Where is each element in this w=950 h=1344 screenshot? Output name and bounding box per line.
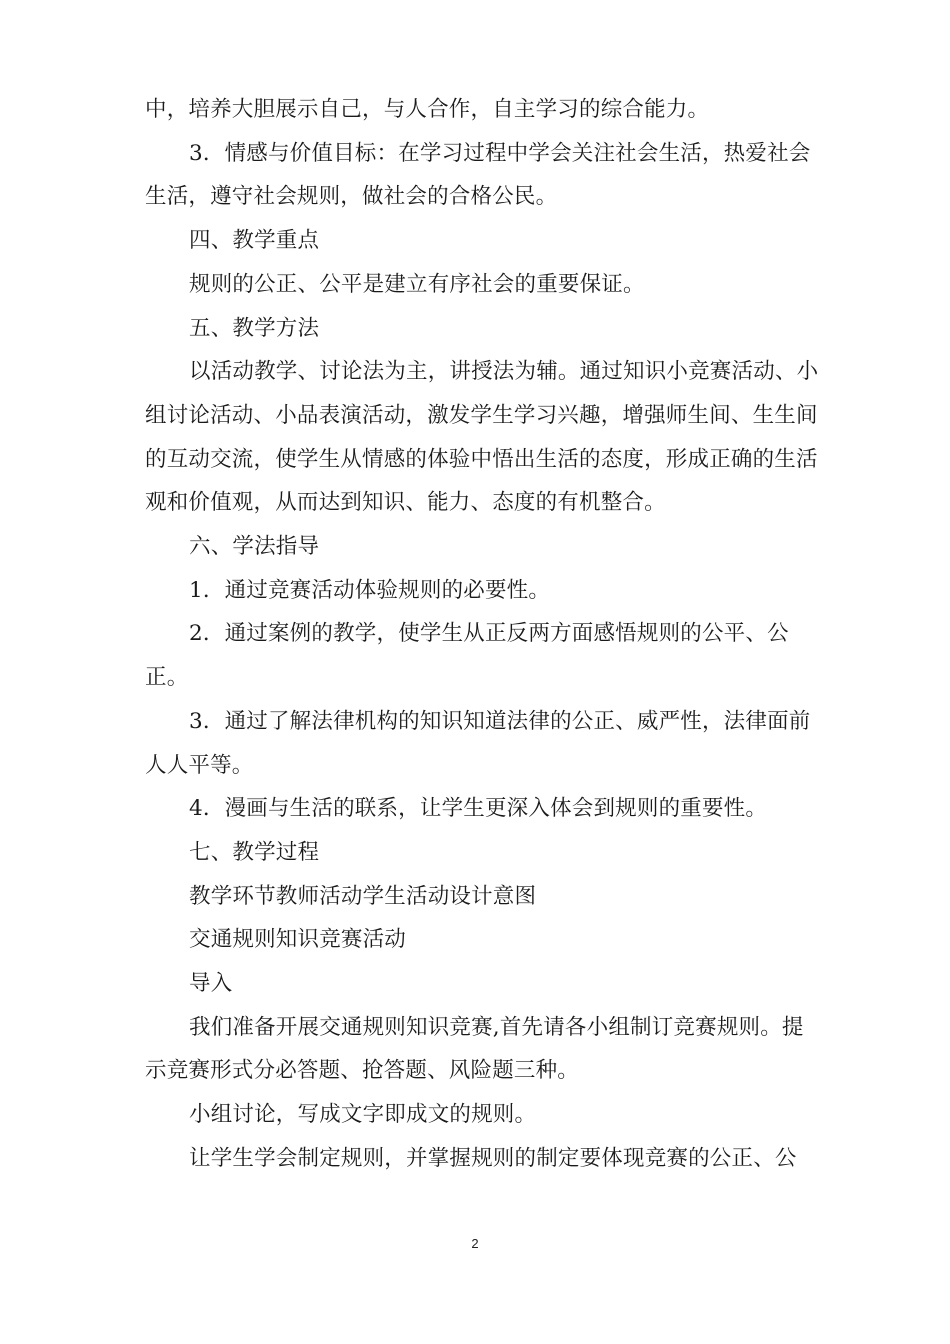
paragraph: 小组讨论，写成文字即成文的规则。 bbox=[189, 1102, 537, 1128]
paragraph: 七、教学过程 bbox=[189, 839, 320, 865]
document-body bbox=[145, 88, 825, 1181]
paragraph: 交通规则知识竞赛活动 bbox=[189, 927, 407, 953]
paragraph: 4．漫画与生活的联系，让学生更深入体会到规则的重要性。 bbox=[189, 796, 768, 822]
paragraph: 1．通过竞赛活动体验规则的必要性。 bbox=[189, 577, 551, 603]
page-number: 2 bbox=[471, 1236, 479, 1251]
paragraph: 2．通过案例的教学，使学生从正反两方面感悟规则的公平、公正。 bbox=[145, 621, 789, 691]
paragraph: 六、学法指导 bbox=[189, 534, 320, 560]
paragraph: 我们准备开展交通规则知识竞赛,首先请各小组制订竞赛规则。提示竞赛形式分必答题、抢答题、风险题三种。 bbox=[145, 1014, 804, 1084]
paragraph: 教学环节教师活动学生活动设计意图 bbox=[189, 883, 537, 909]
paragraph: 四、教学重点 bbox=[189, 228, 320, 254]
paragraph: 规则的公正、公平是建立有序社会的重要保证。 bbox=[189, 271, 645, 297]
paragraph: 五、教学方法 bbox=[189, 315, 320, 341]
paragraph: 让学生学会制定规则，并掌握规则的制定要体现竞赛的公正、公 bbox=[189, 1145, 797, 1171]
paragraph: 以活动教学、讨论法为主，讲授法为辅。通过知识小竞赛活动、小组讨论活动、小品表演活动，激发学生学习兴趣，增强师生间、生生间的互动交流，使学生从情感的体验中悟出生活的态度，形成正确的生活观和价值观，从而达到知识、能力、态度的有机整合。 bbox=[145, 359, 819, 516]
paragraph: 导入 bbox=[189, 971, 233, 997]
paragraph: 中，培养大胆展示自己，与人合作，自主学习的综合能力。 bbox=[145, 97, 710, 122]
paragraph: 3．通过了解法律机构的知识知道法律的公正、威严性，法律面前人人平等。 bbox=[145, 708, 811, 778]
paragraph: 3．情感与价值目标：在学习过程中学会关注社会生活，热爱社会生活，遵守社会规则，做社会的合格公民。 bbox=[145, 140, 811, 210]
